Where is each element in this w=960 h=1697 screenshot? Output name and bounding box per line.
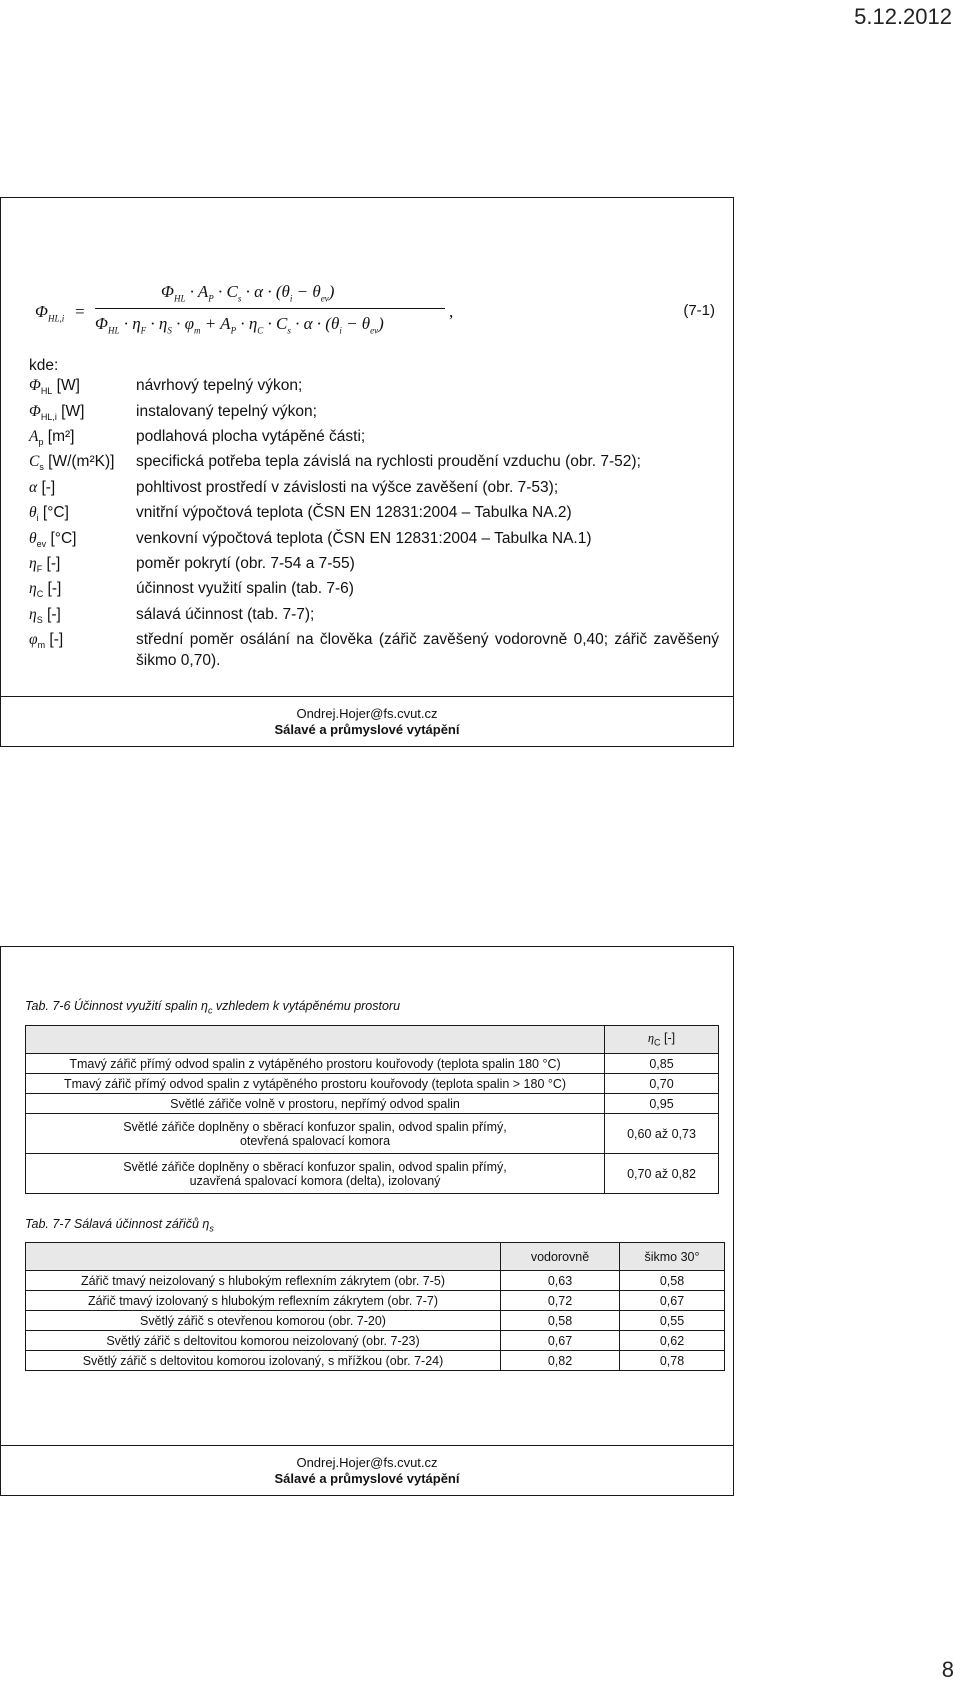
table-row <box>26 1114 719 1154</box>
table-cell-description: Tmavý zářič přímý odvod spalin z vytápěného prostoru kouřovody (teplota spalin 180 °C) <box>26 1054 605 1074</box>
footer-course: Sálavé a průmyslové vytápění <box>274 722 460 737</box>
definition-row <box>29 579 719 604</box>
formula-equals: = <box>75 302 85 321</box>
table-header-tilted: šikmo 30° <box>620 1243 725 1271</box>
definition-text: sálavá účinnost (tab. 7-7); <box>136 605 315 623</box>
table-cell-description: Zářič tmavý neizolovaný s hlubokým reflexním zákrytem (obr. 7-5) <box>26 1271 501 1291</box>
table-cell-description: Zářič tmavý izolovaný s hlubokým reflexním zákrytem (obr. 7-7) <box>26 1291 501 1311</box>
definition-row <box>29 503 719 528</box>
table-row <box>26 1054 719 1074</box>
definition-text: pohltivost prostředí v závislosti na výšce zavěšení (obr. 7-53); <box>136 478 559 496</box>
definition-symbol: $\Phi_{HL}$ [W] <box>29 377 80 397</box>
table-cell-value: 0,85 <box>605 1054 719 1074</box>
definition-text: instalovaný tepelný výkon; <box>136 402 317 420</box>
table-7-7 <box>25 1242 725 1371</box>
definition-text: střední poměr osálání na člověka (zářič zavěšený vodorovně 0,40; zářič zavěšený šikmo 0,70). <box>136 631 719 669</box>
table-7-6-caption: Tab. 7-6 Účinnost využití spalin $\eta_c$ vzhledem k vytápěnému prostoru <box>25 999 401 1016</box>
table-cell-tilted: 0,58 <box>620 1271 725 1291</box>
table-header-row <box>26 1243 725 1271</box>
table-row <box>26 1291 725 1311</box>
table-7-7-caption: Tab. 7-7 Sálavá účinnost zářičů $\eta_s$ <box>25 1217 214 1234</box>
definition-row <box>29 376 719 401</box>
table-header-blank <box>26 1026 605 1054</box>
slide-formula <box>0 197 734 747</box>
table-header-row <box>26 1026 719 1054</box>
footer-email: Ondrej.Hojer@fs.cvut.cz <box>296 706 438 721</box>
definition-row <box>29 478 719 503</box>
definitions-title: kde: <box>29 357 59 374</box>
table-header-blank <box>26 1243 501 1271</box>
definition-row <box>29 630 719 671</box>
slide-footer <box>1 696 733 746</box>
definition-text: účinnost využití spalin (tab. 7-6) <box>136 580 354 598</box>
table-row <box>26 1311 725 1331</box>
table-cell-description: Světlý zářič s deltovitou komorou izolovaný, s mřížkou (obr. 7-24) <box>26 1351 501 1371</box>
formula-numerator: $\Phi_{HL} \cdot A_P \cdot C_s \cdot \alpha \cdot (\theta_i - \theta_{ev})$ <box>161 282 335 304</box>
table-7-6 <box>25 1025 719 1194</box>
slide-footer <box>1 1445 733 1495</box>
table-cell-horizontal: 0,63 <box>501 1271 620 1291</box>
table-cell-tilted: 0,67 <box>620 1291 725 1311</box>
definition-symbol: $A_p$ [m²] <box>29 428 75 448</box>
footer-email: Ondrej.Hojer@fs.cvut.cz <box>296 1455 438 1470</box>
table-cell-description: Světlý zářič s deltovitou komorou neizolovaný (obr. 7-23) <box>26 1331 501 1351</box>
definition-row <box>29 452 719 477</box>
table-row <box>26 1271 725 1291</box>
slide-tables <box>0 946 734 1496</box>
formula-denominator: $\Phi_{HL} \cdot \eta_F \cdot \eta_S \cdot \varphi_m + A_P \cdot \eta_C \cdot C_s \cdot \alpha \cdot (\theta_i - \theta_{ev})$ <box>95 314 384 336</box>
table-cell-horizontal: 0,58 <box>501 1311 620 1331</box>
page-date: 5.12.2012 <box>854 4 952 29</box>
table-cell-description: Světlé zářiče doplněny o sběrací konfuzor spalin, odvod spalin přímý, otevřená spalovací komora <box>26 1114 605 1154</box>
table-cell-horizontal: 0,82 <box>501 1351 620 1371</box>
definition-text: specifická potřeba tepla závislá na rychlosti proudění vzduchu (obr. 7-52); <box>136 453 641 471</box>
formula-comma: , <box>449 302 454 321</box>
table-row <box>26 1154 719 1194</box>
definition-row <box>29 529 719 554</box>
definition-row <box>29 554 719 579</box>
definition-text: venkovní výpočtová teplota (ČSN EN 12831:2004 – Tabulka NA.1) <box>136 529 592 547</box>
definition-symbol: α [-] <box>29 478 56 496</box>
definition-text: návrhový tepelný výkon; <box>136 377 303 395</box>
definition-symbol: $\theta_i$ [°C] <box>29 504 69 524</box>
equation-number: (7-1) <box>683 302 715 319</box>
table-cell-tilted: 0,78 <box>620 1351 725 1371</box>
formula-7-1 <box>35 282 715 342</box>
definition-text: poměr pokrytí (obr. 7-54 a 7-55) <box>136 555 355 573</box>
table-row <box>26 1094 719 1114</box>
table-cell-description: Světlé zářiče doplněny o sběrací konfuzor spalin, odvod spalin přímý, uzavřená spalovací komora (delta), izolovaný <box>26 1154 605 1194</box>
definitions-list <box>29 356 719 671</box>
table-cell-value: 0,70 <box>605 1074 719 1094</box>
definition-row <box>29 605 719 630</box>
formula-lhs: $\Phi_{HL,i}$ <box>35 302 65 324</box>
table-header-eta-c: $\eta_C$ [-] <box>605 1026 719 1054</box>
definition-symbol: $\varphi_m$ [-] <box>29 631 64 651</box>
definition-symbol: $\eta_F$ [-] <box>29 555 61 575</box>
definition-symbol: $\Phi_{HL,i}$ [W] <box>29 402 85 422</box>
table-row <box>26 1331 725 1351</box>
table-cell-description: Světlý zářič s otevřenou komorou (obr. 7-20) <box>26 1311 501 1331</box>
table-cell-horizontal: 0,72 <box>501 1291 620 1311</box>
table-cell-tilted: 0,55 <box>620 1311 725 1331</box>
definition-row <box>29 402 719 427</box>
table-cell-horizontal: 0,67 <box>501 1331 620 1351</box>
definition-row <box>29 427 719 452</box>
table-cell-tilted: 0,62 <box>620 1331 725 1351</box>
table-row <box>26 1074 719 1094</box>
table-cell-description: Světlé zářiče volně v prostoru, nepřímý odvod spalin <box>26 1094 605 1114</box>
definition-symbol: $C_s$ [W/(m²K)] <box>29 453 115 473</box>
table-cell-description: Tmavý zářič přímý odvod spalin z vytápěného prostoru kouřovody (teplota spalin > 180 °C) <box>26 1074 605 1094</box>
definition-symbol: $\theta_{ev}$ [°C] <box>29 529 77 549</box>
definition-text: podlahová plocha vytápěné části; <box>136 428 366 446</box>
table-row <box>26 1351 725 1371</box>
definition-symbol: $\eta_C$ [-] <box>29 580 62 600</box>
definition-symbol: $\eta_S$ [-] <box>29 605 61 625</box>
fraction-line <box>95 308 445 309</box>
page-number: 8 <box>941 1657 954 1682</box>
table-cell-value: 0,70 až 0,82 <box>605 1154 719 1194</box>
table-cell-value: 0,95 <box>605 1094 719 1114</box>
footer-course: Sálavé a průmyslové vytápění <box>274 1471 460 1486</box>
table-header-horizontal: vodorovně <box>501 1243 620 1271</box>
table-cell-value: 0,60 až 0,73 <box>605 1114 719 1154</box>
definition-text: vnitřní výpočtová teplota (ČSN EN 12831:2004 – Tabulka NA.2) <box>136 504 572 522</box>
